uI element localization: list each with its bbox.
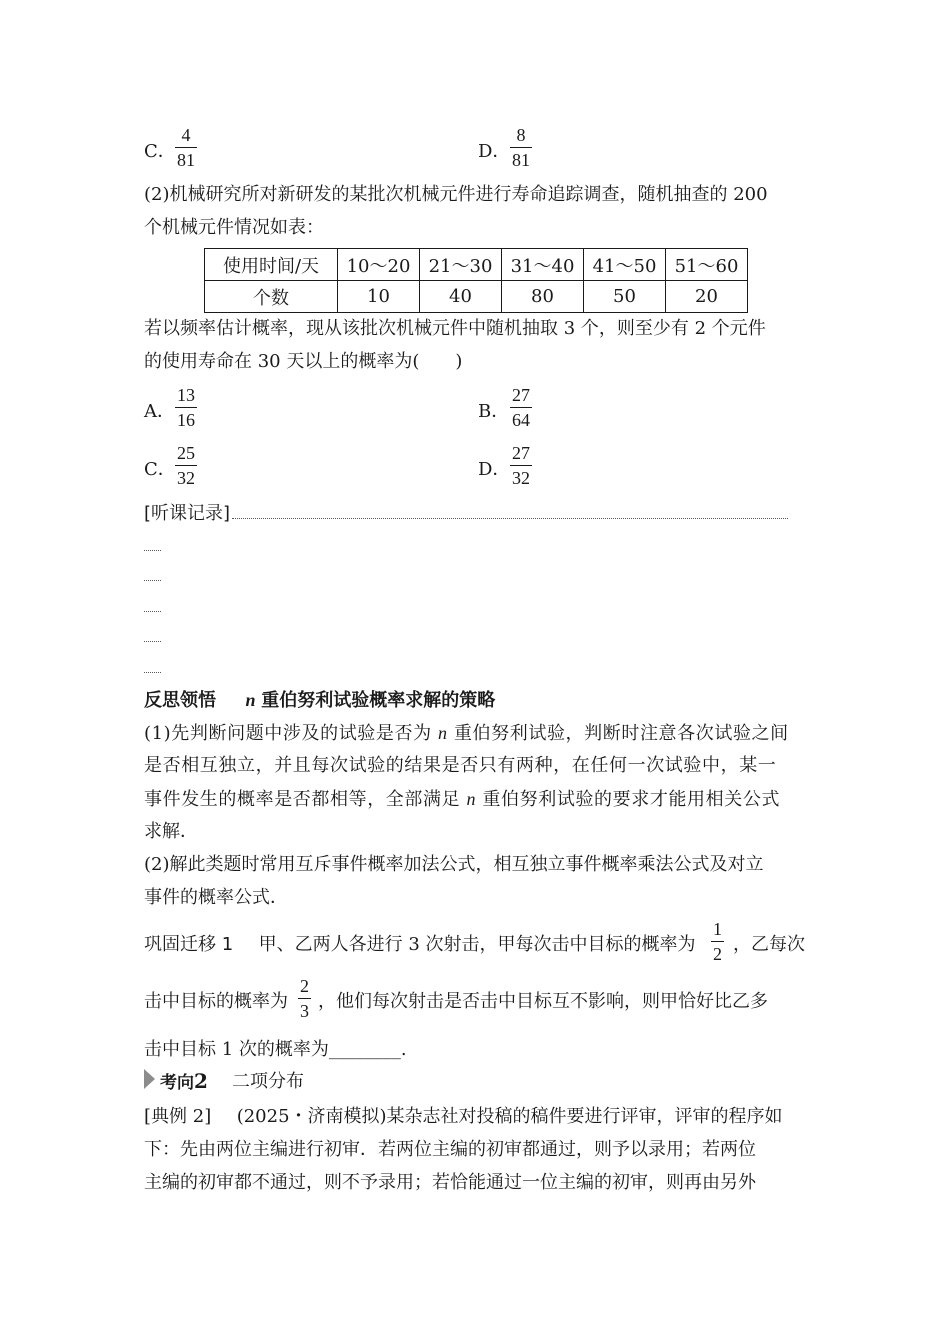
- q2-option-d-label: D．: [478, 459, 511, 480]
- text-span: 甲、乙两人各进行 3 次射击，甲每次击中目标的概率为: [258, 934, 696, 955]
- section-title: 二项分布: [232, 1071, 304, 1092]
- fraction-denominator: 32: [512, 468, 530, 488]
- section-arrow-icon: [144, 1069, 155, 1089]
- reflection-p1-line-3: [144, 787, 780, 812]
- practice-fraction-2: [298, 976, 311, 1021]
- notes-line: [232, 518, 788, 519]
- notes-label: [听课记录]: [144, 503, 231, 524]
- table-cell: 10: [338, 281, 420, 313]
- fraction-denominator: 16: [177, 410, 195, 430]
- example-line-1: [144, 1105, 783, 1129]
- fraction-numerator: 27: [512, 385, 530, 405]
- reflection-title: [144, 688, 495, 713]
- q1-option-c-fraction: [175, 125, 197, 170]
- q2-line-1: (2)机械研究所对新研发的某批次机械元件进行寿命追踪调查，随机抽查的 200: [144, 184, 768, 205]
- example-line-3: 主编的初审都不通过，则不予录用；若恰能通过一位主编的初审，则再由另外: [144, 1172, 756, 1193]
- table-cell: 21～30: [420, 249, 502, 281]
- table-cell: 80: [502, 281, 584, 313]
- reflection-p2-line-2: 事件的概率公式．: [144, 887, 288, 908]
- notes-line: [144, 672, 161, 673]
- fraction-denominator: 2: [713, 944, 722, 964]
- table-row: [205, 281, 748, 313]
- table-cell: 10～20: [338, 249, 420, 281]
- fraction-numerator: 8: [516, 125, 526, 145]
- q1-option-d-label: D．: [478, 141, 511, 162]
- lifetime-table: [204, 248, 748, 313]
- notes-line: [144, 580, 161, 581]
- reflection-heading: 重伯努利试验概率求解的策略: [261, 690, 496, 711]
- q2-option-c-label: C．: [144, 459, 176, 480]
- notes-line: [144, 641, 161, 642]
- table-cell: 个数: [205, 281, 338, 313]
- fraction-numerator: 2: [300, 976, 309, 996]
- fraction-numerator: 27: [512, 443, 530, 463]
- text-span: (1)先判断问题中涉及的试验是否为: [144, 723, 439, 744]
- practice-line-1: [144, 933, 696, 957]
- fraction-denominator: 81: [177, 150, 195, 170]
- reflection-p1-line-1: [144, 721, 789, 746]
- table-cell: 41～50: [584, 249, 666, 281]
- section-tag-text: 考向: [160, 1073, 194, 1093]
- fraction-denominator: 32: [177, 468, 195, 488]
- reflection-label: 反思领悟: [144, 690, 216, 711]
- q2-option-d-fraction: [510, 443, 532, 488]
- example-line-2: 下：先由两位主编进行初审．若两位主编的初审都通过，则予以录用；若两位: [144, 1139, 756, 1160]
- reflection-p2-line-1: (2)解此类题时常用互斥事件概率加法公式，相互独立事件概率乘法公式及对立: [144, 854, 764, 875]
- q2-line-3: 若以频率估计概率，现从该批次机械元件中随机抽取 3 个，则至少有 2 个元件: [144, 318, 766, 339]
- practice-line-2-start: 击中目标的概率为: [144, 991, 288, 1012]
- n-symbol: n: [438, 723, 448, 743]
- q2-option-b-label: B．: [478, 401, 510, 422]
- q2-line-4: 的使用寿命在 30 天以上的概率为( ): [144, 351, 463, 372]
- fraction-denominator: 3: [300, 1001, 309, 1021]
- text-span: 重伯努利试验的要求才能用相关公式: [476, 789, 781, 810]
- section-tag: [160, 1068, 208, 1093]
- practice-line-1-end: ，乙每次: [733, 934, 805, 955]
- reflection-p1-line-4: 求解．: [144, 821, 198, 842]
- table-cell: 使用时间/天: [205, 249, 338, 281]
- text-span: 重伯努利试验，判断时注意各次试验之间: [447, 723, 789, 744]
- fraction-numerator: 4: [181, 125, 191, 145]
- text-span: 事件发生的概率是否都相等，全部满足: [144, 789, 467, 810]
- practice-label: 巩固迁移 1: [144, 934, 234, 955]
- example-label: [典例 2]: [144, 1106, 212, 1127]
- q1-option-c-label: C．: [144, 141, 176, 162]
- fraction-numerator: 25: [177, 443, 195, 463]
- n-symbol: n: [466, 789, 477, 809]
- q2-option-a-fraction: [175, 385, 197, 430]
- notes-line: [144, 611, 161, 612]
- q2-line-2: 个机械元件情况如表：: [144, 217, 324, 238]
- fraction-denominator: 64: [512, 410, 530, 430]
- q2-option-c-fraction: [175, 443, 197, 488]
- practice-line-3: 击中目标 1 次的概率为________.: [144, 1039, 407, 1060]
- reflection-p1-line-2: 是否相互独立，并且每次试验的结果是否只有两种，在任何一次试验中，某一: [144, 755, 777, 776]
- fraction-denominator: 81: [512, 150, 530, 170]
- table-cell: 40: [420, 281, 502, 313]
- text-span: (2025・济南模拟)某杂志社对投稿的稿件要进行评审，评审的程序如: [236, 1106, 783, 1127]
- fraction-numerator: 1: [713, 919, 722, 939]
- practice-line-2-end: ，他们每次射击是否击中目标互不影响，则甲恰好比乙多: [318, 991, 768, 1012]
- section-tag-number: 2: [194, 1069, 208, 1093]
- fraction-numerator: 13: [177, 385, 195, 405]
- table-cell: 51～60: [666, 249, 748, 281]
- table-cell: 31～40: [502, 249, 584, 281]
- reflection-n: n: [245, 690, 256, 710]
- q2-option-a-label: A．: [144, 401, 175, 422]
- practice-fraction-1: [711, 919, 724, 964]
- table-header-row: [205, 249, 748, 281]
- notes-line: [144, 550, 161, 551]
- q2-option-b-fraction: [510, 385, 532, 430]
- table-cell: 50: [584, 281, 666, 313]
- q1-option-d-fraction: [510, 125, 532, 170]
- table-cell: 20: [666, 281, 748, 313]
